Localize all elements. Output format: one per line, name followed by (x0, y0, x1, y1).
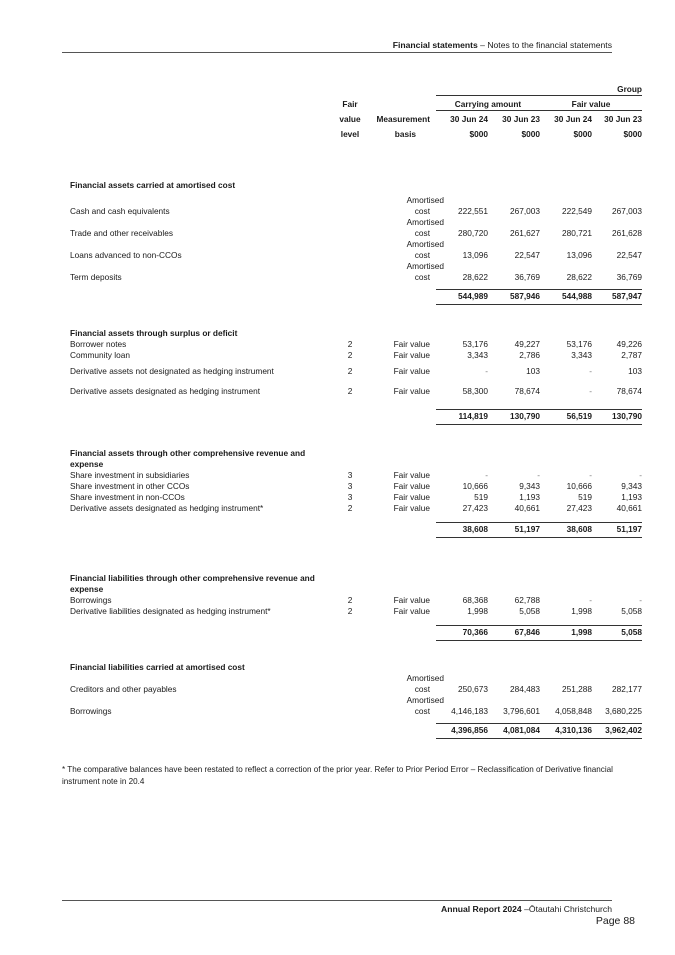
fair-value-level: 2 (347, 339, 353, 349)
section-title-row (62, 573, 642, 595)
amount-cell: - (537, 470, 540, 480)
measurement-basis-line: Amortised (406, 217, 444, 227)
amount-cell: 1,998 (467, 606, 488, 616)
measurement-basis: Fair value (393, 339, 430, 349)
section-total: 587,947 (592, 289, 642, 304)
section-total-row (62, 409, 642, 424)
amount-cell: 222,551 (458, 206, 488, 216)
unit-heading: $000 (623, 129, 642, 139)
measurement-basis (370, 239, 444, 261)
unit-heading: $000 (469, 129, 488, 139)
amount-cell: 1,193 (519, 492, 540, 502)
amount-cell: 261,627 (510, 228, 540, 238)
section-total: 5,058 (592, 625, 642, 640)
fair-value-level: 2 (347, 503, 353, 513)
fair-value-level-heading-1: Fair (342, 98, 358, 109)
amount-cell: 280,720 (458, 228, 488, 238)
section-title-row (62, 328, 642, 339)
section-title: Financial assets through other comprehensive revenue and expense (70, 448, 306, 469)
section-total: 4,310,136 (540, 723, 592, 738)
amount-cell: - (589, 385, 592, 396)
row-label: Borrowings (70, 706, 112, 716)
section-title: Financial assets through surplus or deficit (70, 328, 238, 338)
row-label: Creditors and other payables (70, 684, 177, 694)
footer-subtitle: –Ōtautahi Christchurch (521, 904, 612, 914)
date-heading: 30 Jun 24 (554, 114, 592, 124)
amount-cell: 3,343 (571, 350, 592, 360)
header-divider (62, 52, 612, 53)
measurement-basis-line: cost (414, 706, 430, 716)
amount-cell: 251,288 (562, 684, 592, 694)
amount-cell: 78,674 (616, 385, 642, 396)
amount-cell: 53,176 (566, 339, 592, 349)
measurement-basis-line: Amortised (406, 239, 444, 249)
amount-cell: 284,483 (510, 684, 540, 694)
measurement-basis-line: cost (414, 206, 430, 216)
amount-cell: 280,721 (562, 228, 592, 238)
fair-value-level: 2 (347, 385, 353, 396)
section-total: 130,790 (592, 409, 642, 424)
footer-title: Annual Report 2024 (441, 904, 522, 914)
amount-cell: 4,058,848 (555, 706, 592, 716)
measurement-basis: Fair value (393, 365, 430, 376)
row-label: Loans advanced to non-CCOs (70, 250, 182, 260)
measurement-basis (370, 695, 444, 717)
table-row (62, 195, 642, 217)
amount-cell: 250,673 (458, 684, 488, 694)
amount-cell: 1,193 (621, 492, 642, 502)
carrying-amount-heading: Carrying amount (436, 99, 540, 111)
fair-value-level (330, 239, 370, 261)
amount-cell: 28,622 (566, 272, 592, 282)
amount-cell: 49,226 (616, 339, 642, 349)
group-label: Group (617, 84, 642, 94)
amount-cell: 3,680,225 (605, 706, 642, 716)
section-total-row (62, 723, 642, 738)
amount-cell: 27,423 (566, 503, 592, 513)
fair-value-level (330, 695, 370, 717)
fair-value-level (330, 195, 370, 217)
section-title: Financial liabilities carried at amortised cost (70, 662, 245, 672)
amount-cell: 9,343 (519, 481, 540, 491)
fair-value-level: 3 (347, 481, 353, 491)
section-total: 67,846 (488, 625, 540, 640)
amount-cell: 58,300 (462, 385, 488, 396)
amount-cell: 5,058 (519, 606, 540, 616)
amount-cell: 36,769 (616, 272, 642, 282)
section-total: 544,989 (436, 289, 488, 304)
fair-value-level: 3 (347, 470, 353, 480)
table-row (62, 381, 642, 401)
date-row (62, 114, 642, 125)
section-title: Financial liabilities through other comprehensive revenue and expense (70, 573, 315, 594)
amount-cell: 40,661 (514, 503, 540, 513)
amount-cell: - (589, 470, 592, 480)
section-total: 587,946 (488, 289, 540, 304)
amount-cell: 2,786 (519, 350, 540, 360)
table-row (62, 239, 642, 261)
table-row (62, 470, 642, 481)
table-row (62, 492, 642, 503)
amount-cell: 267,003 (510, 206, 540, 216)
row-label: Share investment in other CCOs (70, 481, 190, 491)
amount-cell: 53,176 (462, 339, 488, 349)
section-total: 544,988 (540, 289, 592, 304)
amount-cell: - (639, 470, 642, 480)
amount-cell: 13,096 (462, 250, 488, 260)
amount-cell: 10,666 (462, 481, 488, 491)
fair-value-level: 2 (347, 606, 353, 616)
amount-cell: 13,096 (566, 250, 592, 260)
section-total: 38,608 (436, 522, 488, 537)
amount-cell: 40,661 (616, 503, 642, 513)
measurement-basis: Fair value (393, 503, 430, 513)
measurement-basis-line: Amortised (406, 673, 444, 683)
amount-cell: - (485, 470, 488, 480)
measurement-basis: Fair value (393, 492, 430, 502)
section-total-row (62, 289, 642, 304)
date-heading: 30 Jun 23 (604, 114, 642, 124)
amount-cell: 5,058 (621, 606, 642, 616)
measurement-basis: Fair value (393, 385, 430, 396)
amount-cell: 1,998 (571, 606, 592, 616)
section-total: 130,790 (488, 409, 540, 424)
amount-cell: - (589, 365, 592, 376)
measurement-basis-heading-1: Measurement (376, 114, 430, 124)
fair-value-level (330, 217, 370, 239)
amount-cell: 78,674 (514, 385, 540, 396)
measurement-basis-line: cost (414, 250, 430, 260)
amount-cell: 49,227 (514, 339, 540, 349)
fair-value-level: 2 (347, 365, 353, 376)
page-footer (62, 904, 612, 914)
financial-instruments-table (62, 84, 642, 739)
fair-value-level-heading-3: level (340, 129, 360, 139)
amount-cell: 4,146,183 (451, 706, 488, 716)
row-label: Derivative assets not designated as hedging instrument (70, 365, 274, 376)
header-title: Financial statements (392, 40, 478, 50)
amount-cell: 10,666 (566, 481, 592, 491)
row-label: Derivative assets designated as hedging instrument (70, 385, 261, 396)
amount-cell: - (485, 365, 488, 376)
amount-cell: 282,177 (612, 684, 642, 694)
amount-cell: 103 (526, 365, 540, 376)
fair-value-level: 2 (347, 350, 353, 360)
amount-cell: - (589, 595, 592, 605)
footer-divider (62, 900, 612, 901)
amount-cell: 3,796,601 (503, 706, 540, 716)
amount-cell: 62,788 (514, 595, 540, 605)
amount-cell: 68,368 (462, 595, 488, 605)
measurement-basis-line: cost (414, 272, 430, 282)
fair-value-level: 2 (347, 595, 353, 605)
section-title-row (62, 180, 642, 191)
section-total: 114,819 (436, 409, 488, 424)
section-total: 51,197 (488, 522, 540, 537)
group-header-row (62, 84, 642, 96)
section-total: 51,197 (592, 522, 642, 537)
section-total-row (62, 522, 642, 537)
section-title-row (62, 448, 642, 470)
row-label: Term deposits (70, 272, 122, 282)
table-row (62, 361, 642, 381)
amount-cell: 22,547 (514, 250, 540, 260)
amount-cell: 519 (578, 492, 592, 502)
section-title-row (62, 662, 642, 673)
measurement-basis-line: Amortised (406, 695, 444, 705)
measurement-basis (370, 673, 444, 695)
row-label: Community loan (70, 350, 130, 360)
section-total: 38,608 (540, 522, 592, 537)
measurement-basis (370, 261, 444, 283)
table-row (62, 261, 642, 283)
date-heading: 30 Jun 23 (502, 114, 540, 124)
section-total: 4,396,856 (436, 723, 488, 738)
measurement-basis-line: cost (414, 228, 430, 238)
date-heading: 30 Jun 24 (450, 114, 488, 124)
section-total: 1,998 (540, 625, 592, 640)
footnote: * The comparative balances have been restated to reflect a correction of the prior year. Refer to Prior Period Error – Reclassification of Derivative financial instrument note in 20.4 (62, 765, 613, 786)
column-group-row (62, 99, 642, 111)
amount-cell: 2,787 (621, 350, 642, 360)
row-label: Derivative liabilities designated as hedging instrument* (70, 606, 271, 616)
table-row (62, 595, 642, 606)
measurement-basis-line: Amortised (406, 195, 444, 205)
unit-row (62, 129, 642, 140)
fair-value-level (330, 261, 370, 283)
row-label: Derivative assets designated as hedging instrument* (70, 503, 264, 513)
section-total-row (62, 625, 642, 640)
measurement-basis: Fair value (393, 595, 430, 605)
measurement-basis: Fair value (393, 470, 430, 480)
table-row (62, 606, 642, 617)
fair-value-level-heading-2: value (339, 114, 361, 124)
amount-cell: 3,343 (467, 350, 488, 360)
page-number: Page 88 (595, 915, 635, 927)
amount-cell: 27,423 (462, 503, 488, 513)
page-header (62, 40, 612, 50)
table-row (62, 481, 642, 492)
amount-cell: 222,549 (562, 206, 592, 216)
amount-cell: 267,003 (612, 206, 642, 216)
fair-value-level: 3 (347, 492, 353, 502)
amount-cell: 519 (474, 492, 488, 502)
row-label: Borrowings (70, 595, 112, 605)
unit-heading: $000 (521, 129, 540, 139)
row-label: Trade and other receivables (70, 228, 174, 238)
section-total: 4,081,084 (488, 723, 540, 738)
table-row (62, 217, 642, 239)
row-label: Cash and cash equivalents (70, 206, 170, 216)
header-subtitle: – Notes to the financial statements (477, 40, 612, 50)
measurement-basis (370, 195, 444, 217)
measurement-basis: Fair value (393, 606, 430, 616)
amount-cell: 36,769 (514, 272, 540, 282)
measurement-basis-heading-2: basis (394, 129, 416, 139)
table-row (62, 350, 642, 361)
amount-cell: 28,622 (462, 272, 488, 282)
amount-cell: 103 (628, 365, 642, 376)
measurement-basis-line: cost (414, 684, 430, 694)
section-total: 70,366 (436, 625, 488, 640)
measurement-basis-line: Amortised (406, 261, 444, 271)
amount-cell: 261,628 (612, 228, 642, 238)
measurement-basis (370, 217, 444, 239)
measurement-basis: Fair value (393, 350, 430, 360)
section-total: 56,519 (540, 409, 592, 424)
table-row (62, 673, 642, 695)
fair-value-level (330, 673, 370, 695)
amount-cell: 22,547 (616, 250, 642, 260)
row-label: Borrower notes (70, 339, 127, 349)
row-label: Share investment in non-CCOs (70, 492, 185, 502)
measurement-basis: Fair value (393, 481, 430, 491)
amount-cell: 9,343 (621, 481, 642, 491)
section-title: Financial assets carried at amortised cost (70, 180, 236, 190)
table-row (62, 695, 642, 717)
fair-value-heading: Fair value (540, 99, 642, 111)
table-row (62, 503, 642, 514)
amount-cell: - (639, 595, 642, 605)
section-total: 3,962,402 (592, 723, 642, 738)
table-row (62, 339, 642, 350)
row-label: Share investment in subsidiaries (70, 470, 190, 480)
unit-heading: $000 (573, 129, 592, 139)
